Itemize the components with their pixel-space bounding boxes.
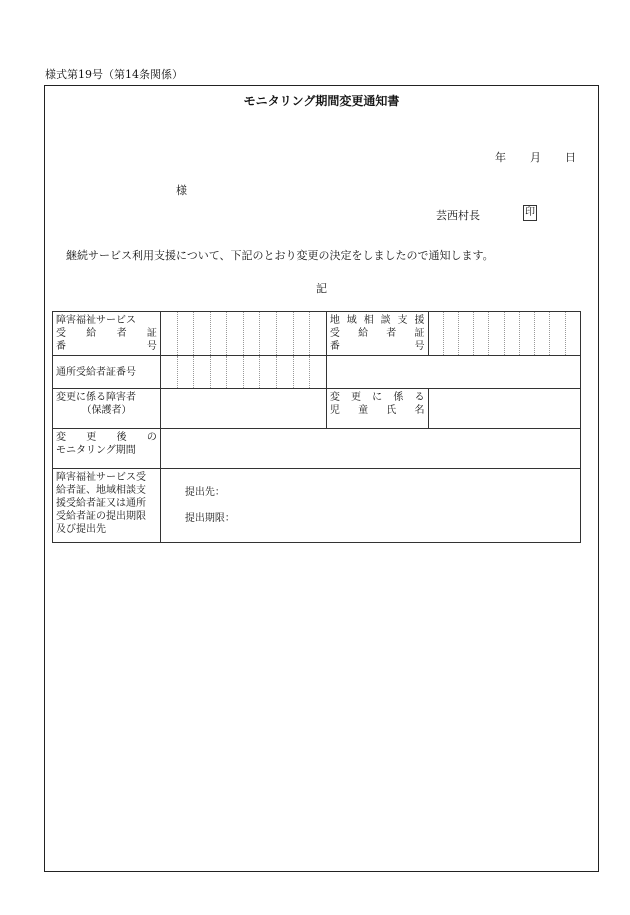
digit-cell[interactable] <box>227 356 244 389</box>
notice-body: 継続サービス利用支援について、下記のとおり変更の決定をしましたので通知します。 <box>66 249 494 262</box>
digit-cell[interactable] <box>277 356 294 389</box>
table-row <box>53 356 581 389</box>
digit-cell[interactable] <box>504 312 519 356</box>
digit-cell[interactable] <box>293 312 310 356</box>
child-label: 変 更 に 係 る 児 童 氏 名 <box>326 389 428 429</box>
details-table <box>52 311 581 543</box>
digit-cell[interactable] <box>260 356 277 389</box>
monitoring-period-label: 変 更 後 の モニタリング期間 <box>53 429 161 469</box>
digit-cell[interactable] <box>489 312 504 356</box>
submit-to-label: 提出先： <box>184 487 225 498</box>
table-row <box>53 389 581 429</box>
person-label: 変更に係る障害者 （保護者） <box>53 389 161 429</box>
digit-cell[interactable] <box>243 356 260 389</box>
digit-cell[interactable] <box>535 312 550 356</box>
child-name-field[interactable] <box>428 389 580 429</box>
form-title: モニタリング期間変更通知書 <box>243 94 400 108</box>
digit-cell[interactable] <box>293 356 310 389</box>
date-line <box>495 149 576 165</box>
ki-heading: 記 <box>316 282 327 295</box>
table-row <box>53 469 581 543</box>
digit-cell[interactable] <box>428 312 443 356</box>
digit-cell[interactable] <box>160 356 177 389</box>
date-year: 年 <box>495 151 506 164</box>
welfare-cert-label: 障害福祉サービス 受 給 者 証 番 号 <box>53 312 161 356</box>
digit-cell[interactable] <box>194 312 211 356</box>
digit-cell[interactable] <box>177 312 194 356</box>
monitoring-period-field[interactable] <box>160 429 580 469</box>
blank-cell <box>326 356 580 389</box>
digit-cell[interactable] <box>243 312 260 356</box>
deadline-label: 提出期限： <box>184 513 235 524</box>
table-row <box>53 429 581 469</box>
form-frame <box>44 85 599 872</box>
table-row <box>53 312 581 356</box>
date-day: 日 <box>565 151 576 164</box>
digit-cell[interactable] <box>210 312 227 356</box>
digit-cell[interactable] <box>565 312 580 356</box>
sender-name: 芸西村長 <box>436 209 480 222</box>
digit-cell[interactable] <box>550 312 565 356</box>
submission-field[interactable] <box>160 469 580 543</box>
digit-cell[interactable] <box>227 312 244 356</box>
digit-cell[interactable] <box>310 312 327 356</box>
digit-cell[interactable] <box>210 356 227 389</box>
submission-label: 障害福祉サービス受 給者証、地域相談支 援受給者証又は通所 受給者証の提出期限 及び提出先 <box>53 469 161 543</box>
digit-cell[interactable] <box>160 312 177 356</box>
community-cert-label: 地 域 相 談 支 援 受 給 者 証 番 号 <box>326 312 428 356</box>
digit-cell[interactable] <box>519 312 534 356</box>
person-name-field[interactable] <box>160 389 326 429</box>
digit-cell[interactable] <box>194 356 211 389</box>
digit-cell[interactable] <box>458 312 473 356</box>
digit-cell[interactable] <box>474 312 489 356</box>
daycare-cert-label: 通所受給者証番号 <box>53 356 161 389</box>
digit-cell[interactable] <box>260 312 277 356</box>
digit-cell[interactable] <box>443 312 458 356</box>
addressee-suffix: 様 <box>176 184 187 197</box>
date-month: 月 <box>530 151 541 164</box>
form-reference: 様式第19号（第14条関係） <box>45 68 183 81</box>
digit-cell[interactable] <box>310 356 327 389</box>
seal-mark: 印 <box>523 205 537 221</box>
digit-cell[interactable] <box>177 356 194 389</box>
digit-cell[interactable] <box>277 312 294 356</box>
